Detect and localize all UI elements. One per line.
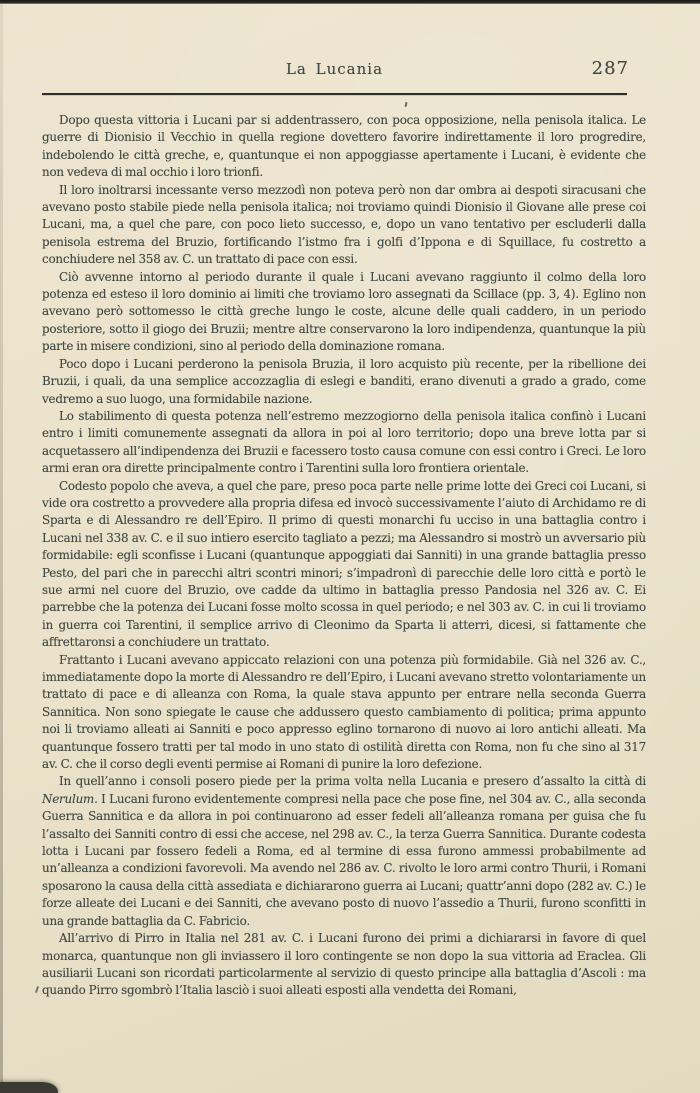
scan-corner-bottom-left xyxy=(0,1082,58,1093)
ink-speck xyxy=(405,102,408,107)
header-rule xyxy=(42,93,627,95)
body-text xyxy=(42,112,646,1000)
page-number: 287 xyxy=(591,58,629,79)
paragraph: Frattanto i Lucani avevano appiccato relazioni con una potenza più formidabile. Già nel 326 av. C., immediatamente dopo la morte di Alessandro re dell’Epiro, i Lucani avevano stretto volontariamente un trattato di pace e di alleanza con Roma, la quale stava appunto per entrare nella seconda Guerra Sannitica. Non sono spiegate le cause che addussero questo cambiamento di politica; prima appunto noi li troviamo alleati ai Sanniti e poco appresso eglino tornarono di nuovo ai loro antichi alleati. Ma quantunque fossero tratti per tal modo in uno stato di ostilità diretta con Roma, non fu che sino al 317 av. C. che il corso degli eventi permise ai Romani di punire la loro defezione. xyxy=(42,652,646,772)
paragraph: In quell’anno i consoli posero piede per la prima volta nella Lucania e presero d’assalto la città di Nerulum. I Lucani furono evidentemente compresi nella pace che pose fine, nel 304 av. C., alla seconda Guerra Sannitica e da allora in poi continuarono ad esser fedeli all’alleanza romana per guisa che fu l’assalto dei Sanniti contro di essi che accese, nel 298 av. C., la terza Guerra Sannitica. Durante codesta lotta i Lucani par fossero fedeli a Roma, ed al termine di essa furono ammessi probabilmente ad un’alleanza a condizioni favorevoli. Ma avendo nel 286 av. C. rivolto le loro armi contro Thurii, i Romani sposarono la causa della città assediata e dichiararono guerra ai Lucani; quattr’anni dopo (282 av. C.) le forze alleate dei Lucani e dei Sanniti, che avevano posto di nuovo l’assedio a Thurii, furono sconfitti in una grande battaglia da C. Fabricio. xyxy=(42,774,646,928)
margin-print-mark xyxy=(35,986,39,993)
page-header xyxy=(42,58,627,84)
paragraph: Dopo questa vittoria i Lucani par si addentrassero, con poca opposizione, nella penisola italica. Le guerre di Dionisio il Vecchio in quella regione dovettero favorire indirettamente il loro progredire, indebolendo le città greche, e, quantunque ei non appoggiasse apertamente i Lucani, è evidente che non vedeva di mal occhio i loro trionfi. xyxy=(42,113,646,180)
running-title: La Lucania xyxy=(285,60,384,78)
paragraph: Ciò avvenne intorno al periodo durante il quale i Lucani avevano raggiunto il colmo della loro potenza ed esteso il loro dominio ai limiti che troviamo loro assegnati da Scillace (pp. 3, 4). Eglino non avevano però sottomesso le città greche lungo le coste, alcune delle quali caddero, in un periodo posteriore, sotto il giogo dei Bruzii; mentre altre conservarono la loro indipendenza, quantunque la più parte in misere condizioni, sino al periodo della dominazione romana. xyxy=(42,269,646,354)
scan-edge-top xyxy=(0,0,700,4)
scan-edge-left xyxy=(0,4,3,1090)
paragraph: Lo stabilimento di questa potenza nell’estremo mezzogiorno della penisola italica confinò i Lucani entro i limiti comunemente assegnati da allora in poi al loro territorio; dopo una breve lotta par si acquetassero all’indipendenza dei Bruzii e facessero tosto causa comune con essi contro i Greci. Le loro armi eran ora dirette principalmente contro i Tarentini sulla loro frontiera orientale. xyxy=(42,408,646,476)
paragraph: Il loro inoltrarsi incessante verso mezzodì non poteva però non dar ombra ai despoti siracusani che avevano posto stabile piede nella penisola italica; noi troviamo quindi Dionisio il Giovane alle prese coi Lucani, ma, a quel che pare, con poco lieto successo, e, dopo un vano tentativo per escluderli dalla penisola estrema del Bruzio, fortificando l’istmo fra i golfi d’Ippona e di Squillace, fu costretto a conchiudere nel 358 av. C. un trattato di pace con essi. xyxy=(42,182,646,267)
paragraph: Poco dopo i Lucani perderono la penisola Bruzia, il loro acquisto più recente, per la ribellione dei Bruzii, i quali, da una semplice accozzaglia di eslegi e banditi, erano divenuti a grado a grado, come vedremo a suo luogo, una formidabile nazione. xyxy=(42,356,646,406)
paragraph: Codesto popolo che aveva, a quel che pare, preso poca parte nelle prime lotte dei Greci coi Lucani, si vide ora costretto a provvedere alla propria difesa ed invocò successivamente l’aiuto di Archidamo re di Sparta e di Alessandro re dell’Epiro. Il primo di questi monarchi fu ucciso in una battaglia contro i Lucani nel 338 av. C. e il suo intiero esercito tagliato a pezzi; ma Alessandro si mostrò un avversario più formidabile: egli sconfisse i Lucani (quantunque appoggiati dai Sanniti) in una grande battaglia presso Pesto, del pari che in parecchi altri scontri minori; s’impadronì di parecchie delle loro città e portò le sue armi nel cuore del Bruzio, ove cadde da ultimo in battaglia presso Pandosia nel 326 av. C. Ei parrebbe che la potenza dei Lucani fosse molto scossa in quel periodo; e nel 303 av. C. in cui li troviamo in guerra coi Tarentini, il semplice arrivo di Cleonimo da Sparta li atterri, dicesi, si fattamente che affrettaronsi a conchiudere un trattato. xyxy=(42,478,646,650)
paragraph: All’arrivo di Pirro in Italia nel 281 av. C. i Lucani furono dei primi a dichiararsi in favore di quel monarca, quantunque non gli inviassero il loro contingente se non dopo la sua vittoria ad Eraclea. Gli ausiliarii Lucani son ricordati particolarmente al servizio di questo principe alla battaglia d’Ascoli : ma quando Pirro sgombrò l’Italia lasciò i suoi alleati esposti alla vendetta dei Romani, xyxy=(42,931,646,998)
